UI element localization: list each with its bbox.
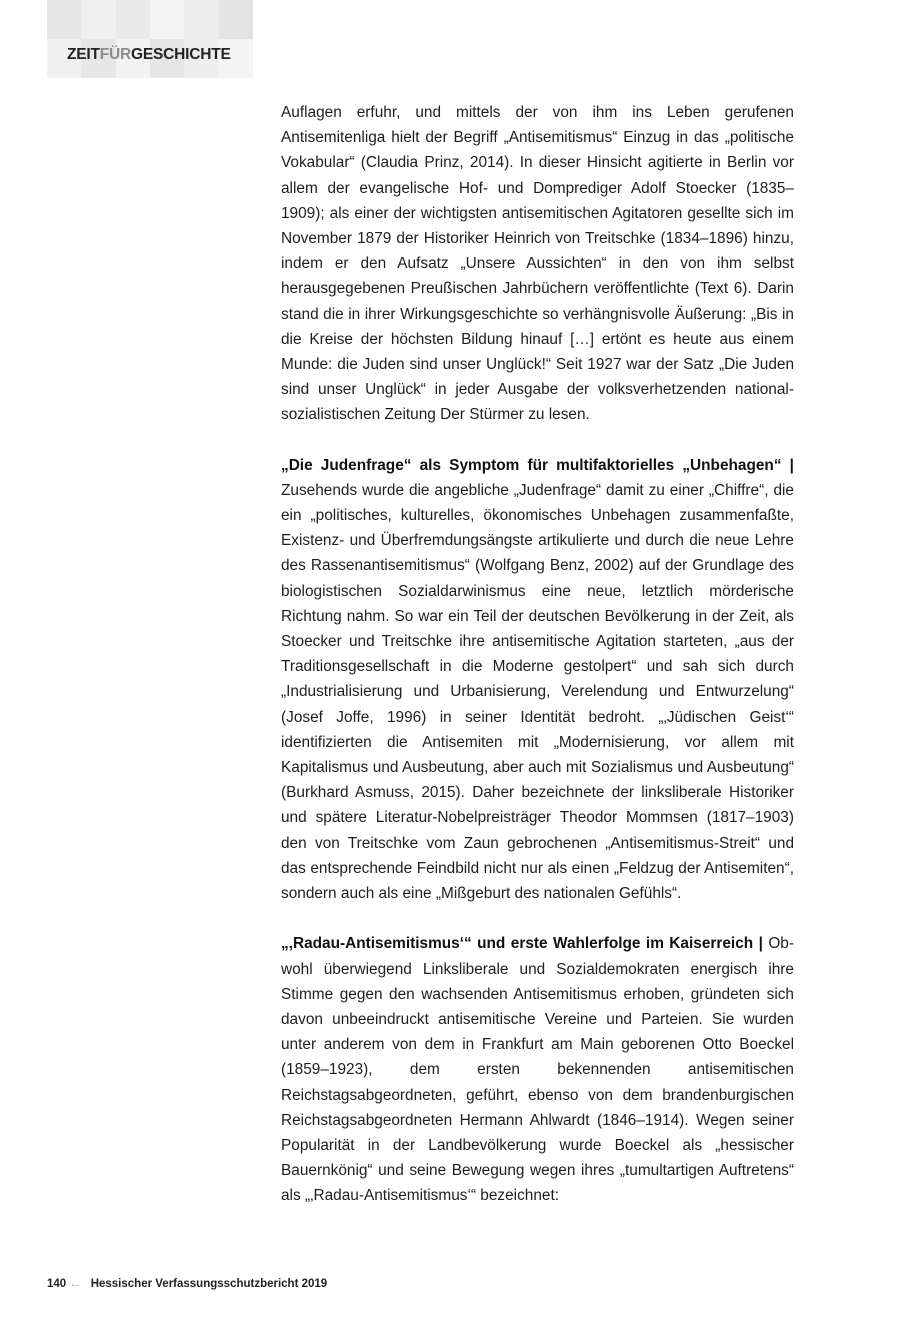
logo-mosaic-tile (184, 0, 218, 39)
paragraph-3-text: Obwohl überwiegend Linksliberale und Sozialdemokraten energisch ihre Stimme gegen den wachsenden Antisemitismus erhoben, gründeten sich davon unbeeindruckt antisemitische Vereine und Parteien. Sie wurden unter anderem von dem in Frankfurt am Main geborenen Otto Boeckel (1859–1923), dem ersten bekennenden antisemitischen Reichstagsabgeordneten, geführt, ebenso von dem brandenburgischen Reichstagsabgeordneten Hermann Ahlwardt (1846–1914). Wegen seiner Popularität in der Landbevölkerung wurde Boeckel als „hessischer Bauernkönig“ und seine Bewegung wegen ihres „tumultartigen Auftretens“ als „‚Radau-Antisemitismus‘“ bezeichnet: (281, 935, 794, 1205)
main-text-column (281, 100, 794, 1209)
page-number: 140 (47, 1278, 67, 1290)
logo-mosaic-tile (150, 0, 184, 39)
publication-title: Hessischer Verfassungsschutzbericht 2019 (90, 1278, 328, 1290)
paragraph-3 (281, 931, 794, 1208)
paragraph-1: Auflagen erfuhr, und mittels der von ihm ins Leben gerufenen Antisemitenliga hielt der Begriff „Antisemitismus“ Einzug in das „politische Vokabular“ (Claudia Prinz, 2014). In dieser Hinsicht agitierte in Berlin vor allem der evangelische Hof- und Domprediger Adolf Stoecker (1835–1909); als einer der wichtigsten antisemitischen Agitatoren gesellte sich im November 1879 der Historiker Heinrich von Treitschke (1834–1896) hinzu, indem er den Aufsatz „Unsere Aussichten“ in den von ihm selbst herausgegebenen Preußischen Jahrbüchern veröffentlichte (Text 6). Darin stand die in ihrer Wirkungsgeschichte so verhängnisvolle Äußerung: „Bis in die Kreise der höchsten Bildung hinauf […] ertönt es heute aus einem Munde: die Juden sind unser Unglück!“ Seit 1927 war der Satz „Die Juden sind unser Unglück“ in jeder Ausgabe der volksverhetzenden nationalsozialistischen Zeitung Der Stürmer zu lesen. (281, 104, 794, 424)
page-footer (47, 1278, 327, 1290)
section-heading-judenfrage: „Die Judenfrage“ als Symptom für multifaktorielles „Unbehagen“ | (281, 456, 794, 474)
logo-mosaic-tile (47, 0, 81, 39)
logo (67, 46, 231, 64)
logo-mosaic-tile (81, 0, 115, 39)
logo-mosaic-tile (116, 0, 150, 39)
logo-part-geschichte: GESCHICHTE (131, 46, 231, 63)
logo-mosaic (47, 0, 253, 78)
arrow-left-icon: ← (69, 1278, 81, 1290)
logo-part-zeit: ZEIT (67, 46, 100, 63)
paragraph-2-text: Zusehends wurde die angebliche „Judenfrage“ damit zu einer „Chiffre“, die ein „politisches, kulturelles, ökonomisches Unbehagen zusammenfaßte, Existenz- und Überfremdungsängste artikulierte und durch die neue Lehre des Rassenantisemitismus“ (Wolfgang Benz, 2002) auf der Grundlage des biologistischen Sozialdarwinismus eine neue, letztlich mörderische Richtung nahm. So war ein Teil der deutschen Bevölkerung in der Zeit, als Stoecker und Treitschke ihre antisemitische Agitation starteten, „aus der Traditionsgesellschaft in die Moderne gestolpert“ und sah sich durch „Industrialisierung und Urbanisierung, Verelendung und Entwurzelung“ (Josef Joffe, 1996) in seiner Identität bedroht. „‚Jüdischen Geist‘“ identifizierten die Antisemiten mit „Modernisierung, vor allem mit Kapitalismus und Ausbeutung, aber auch mit Sozialismus und Ausbeutung“ (Burkhard Asmuss, 2015). Daher bezeichnete der linksliberale Historiker und spätere Literatur-Nobelpreisträger Theodor Mommsen (1817–1903) den von Treitschke vom Zaun gebrochenen „Antisemitismus-Streit“ und das entsprechende Feindbild nicht nur als einen „Feldzug der Antisemiten“, sondern auch als eine „Mißgeburt des nationalen Gefühls“. (281, 481, 794, 903)
section-heading-radau-antisemitismus: „‚Radau-Antisemitismus‘“ und erste Wahlerfolge im Kaiserreich | (281, 935, 763, 953)
logo-mosaic-tile (219, 0, 253, 39)
logo-part-fuer: FÜR (99, 46, 132, 63)
paragraph-2 (281, 453, 794, 907)
